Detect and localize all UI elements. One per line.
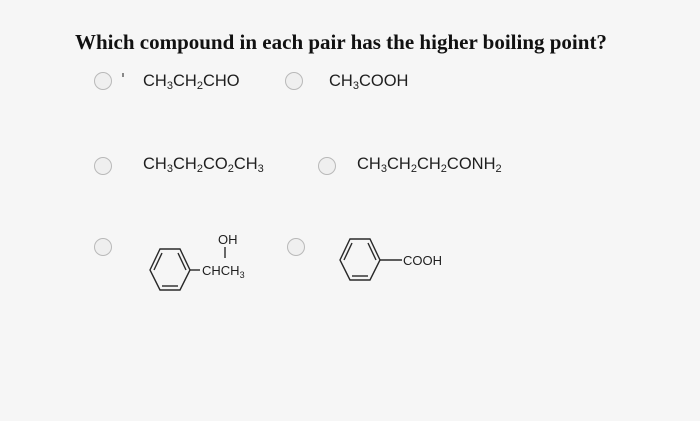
structure-benzoic-acid bbox=[330, 226, 480, 301]
radio-pair1-option-b[interactable] bbox=[285, 72, 303, 90]
formula-pair2-option-a: $CH_3CH_2CO_2CH_3$ bbox=[143, 155, 264, 175]
benzene-ring bbox=[150, 249, 190, 290]
formula-pair1-option-b: $CH_3COOH$ bbox=[329, 72, 409, 92]
radio-pair3-option-b[interactable] bbox=[287, 238, 305, 256]
radio-pair3-option-a[interactable] bbox=[94, 238, 112, 256]
radio-pair2-option-b[interactable] bbox=[318, 157, 336, 175]
formula-pair1-option-a: $CH_3CH_2CHO$ bbox=[143, 72, 240, 92]
stray-mark bbox=[122, 73, 124, 77]
oh-label: OH bbox=[218, 232, 238, 247]
carboxyl-label: COOH bbox=[403, 253, 442, 268]
radio-pair1-option-a[interactable] bbox=[94, 72, 112, 90]
question-text: Which compound in each pair has the higher boiling point? bbox=[75, 30, 607, 54]
formula-pair2-option-b: $CH_3CH_2CH_2CONH_2$ bbox=[357, 155, 502, 175]
benzene-ring bbox=[340, 239, 380, 280]
chain-label: $CHCH_3$ bbox=[202, 263, 245, 280]
radio-pair2-option-a[interactable] bbox=[94, 157, 112, 175]
structure-1-phenylethanol bbox=[140, 226, 290, 301]
